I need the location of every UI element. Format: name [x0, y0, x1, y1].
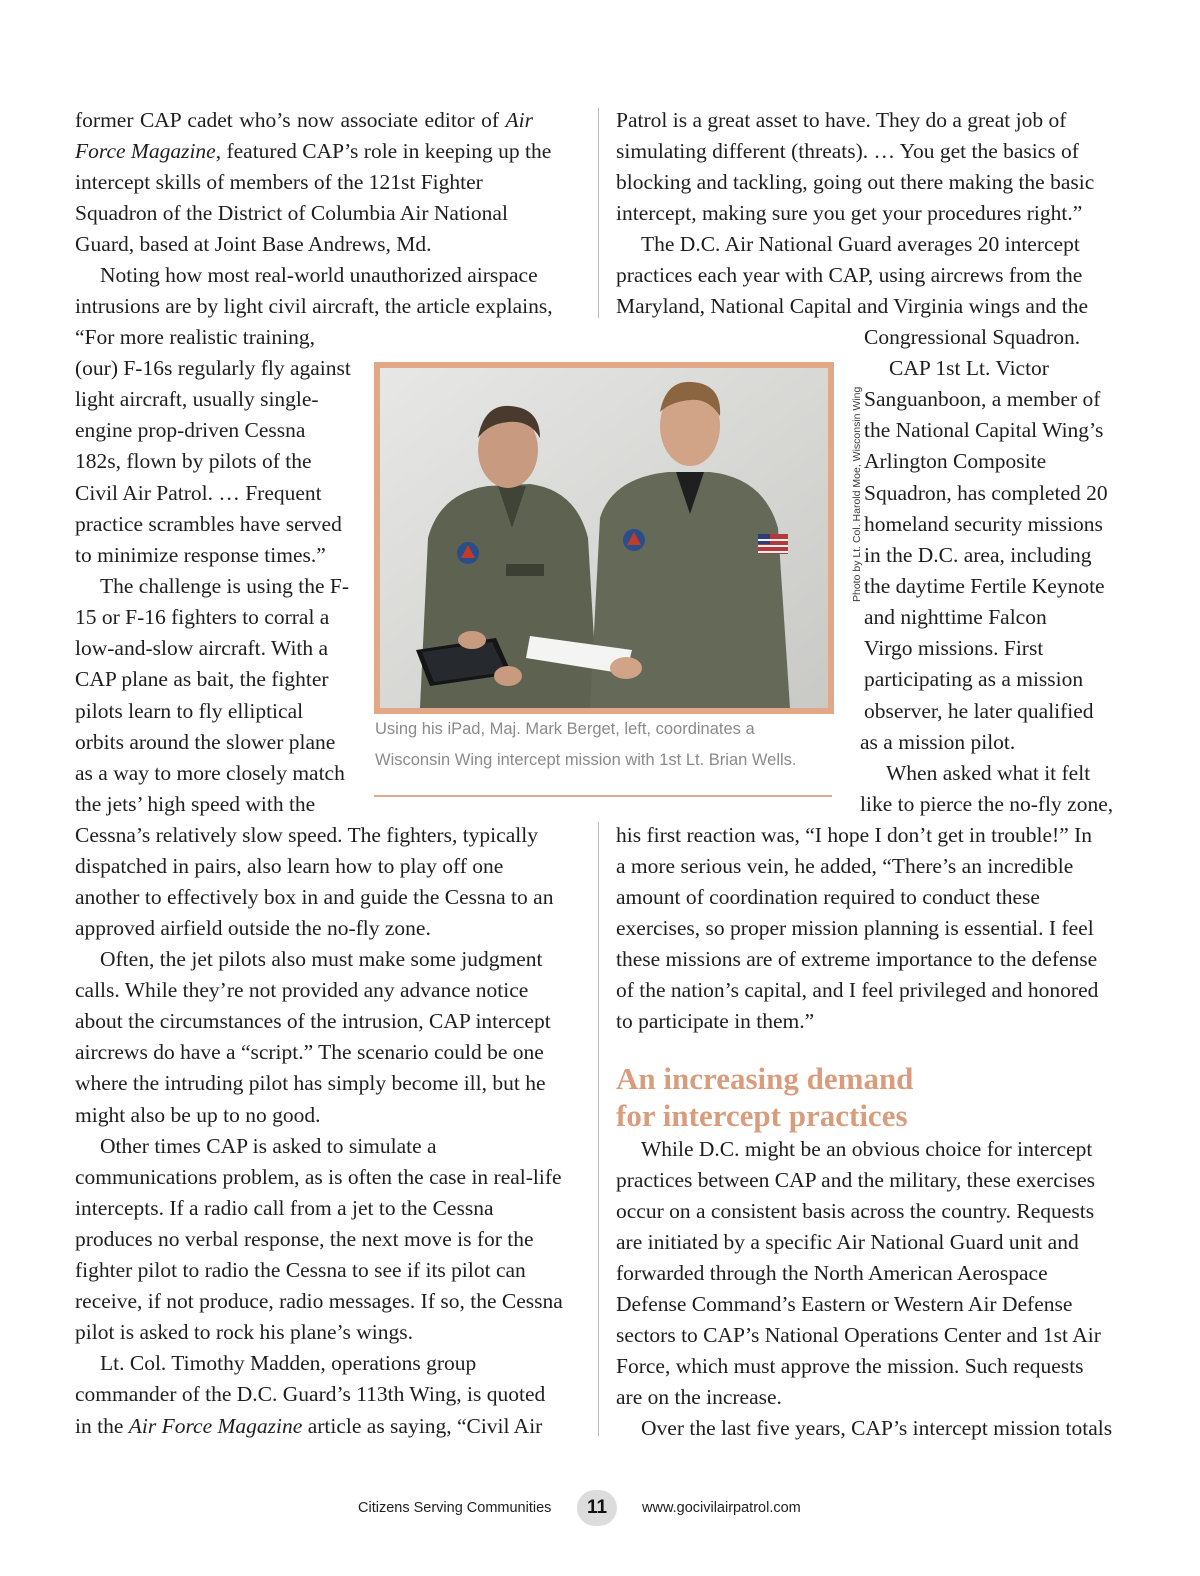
body-line: Maryland, National Capital and Virginia wings and the	[616, 294, 1089, 318]
body-line: to participate in them.”	[616, 1009, 815, 1033]
body-line: occur on a consistent basis across the country. Requests	[616, 1199, 1095, 1223]
body-line: Other times CAP is asked to simulate a	[100, 1134, 437, 1158]
body-line: Civil Air Patrol. … Frequent	[75, 481, 322, 505]
body-line: 182s, flown by pilots of the	[75, 449, 312, 473]
photo-credit: Photo by Lt. Col. Harold Moe, Wisconsin Wing	[851, 386, 863, 602]
body-line: Lt. Col. Timothy Madden, operations group	[100, 1351, 477, 1375]
body-line: orbits around the slower plane	[75, 730, 336, 754]
body-line: the National Capital Wing’s	[864, 418, 1104, 442]
body-line: as a mission pilot.	[860, 730, 1016, 754]
body-line: engine prop-driven Cessna	[75, 418, 306, 442]
body-line: of the nation’s capital, and I feel privileged and honored	[616, 978, 1099, 1002]
body-line: light aircraft, usually single-	[75, 387, 319, 411]
photo-caption-line-1: Using his iPad, Maj. Mark Berget, left, coordinates a	[375, 720, 755, 738]
body-line: Virgo missions. First	[864, 636, 1044, 660]
body-line: Over the last five years, CAP’s intercept mission totals	[641, 1416, 1113, 1440]
body-line: The D.C. Air National Guard averages 20 intercept	[641, 232, 1080, 256]
body-line: simulating different (threats). … You get the basics of	[616, 139, 1079, 163]
body-line: and nighttime Falcon	[864, 605, 1047, 629]
body-line: observer, he later qualified	[864, 699, 1094, 723]
body-line: Squadron, has completed 20	[864, 481, 1108, 505]
body-line: former CAP cadet who’s now associate editor of Air	[75, 108, 533, 132]
body-line: where the intruding pilot has simply become ill, but he	[75, 1071, 546, 1095]
body-line: intercept skills of members of the 121st Fighter	[75, 170, 483, 194]
body-line: might also be up to no good.	[75, 1103, 321, 1127]
body-line: another to effectively box in and guide the Cessna to an	[75, 885, 554, 909]
body-line: sectors to CAP’s National Operations Center and 1st Air	[616, 1323, 1101, 1347]
body-line: Arlington Composite	[864, 449, 1047, 473]
body-line: intercept, making sure you get your procedures right.”	[616, 201, 1083, 225]
body-line: homeland security missions	[864, 512, 1103, 536]
body-line: Sanguanboon, a member of	[864, 387, 1101, 411]
footer-tagline: Citizens Serving Communities	[358, 1500, 552, 1516]
body-line: Congressional Squadron.	[864, 325, 1081, 349]
body-line: calls. While they’re not provided any advance notice	[75, 978, 529, 1002]
body-line: these missions are of extreme importance to the defense	[616, 947, 1098, 971]
body-line: receive, if not produce, radio messages. If so, the Cessna	[75, 1289, 563, 1313]
body-line: low-and-slow aircraft. With a	[75, 636, 329, 660]
footer-website: www.gocivilairpatrol.com	[642, 1500, 801, 1516]
body-line: practice scrambles have served	[75, 512, 342, 536]
body-line: intercepts. If a radio call from a jet to the Cessna	[75, 1196, 494, 1220]
body-line: participating as a mission	[864, 667, 1084, 691]
body-line: (our) F-16s regularly fly against	[75, 356, 351, 380]
body-line: Often, the jet pilots also must make some judgment	[100, 947, 543, 971]
body-line: fighter pilot to radio the Cessna to see if its pilot can	[75, 1258, 526, 1282]
column-divider	[598, 108, 599, 318]
body-line: Defense Command’s Eastern or Western Air Defense	[616, 1292, 1073, 1316]
body-line: produces no verbal response, the next move is for the	[75, 1227, 534, 1251]
body-line: Force Magazine, featured CAP’s role in keeping up the	[75, 139, 552, 163]
body-line: the jets’ high speed with the	[75, 792, 316, 816]
body-line: are on the increase.	[616, 1385, 782, 1409]
body-line: Noting how most real-world unauthorized airspace	[100, 263, 538, 287]
body-line: aircrews do have a “script.” The scenario could be one	[75, 1040, 544, 1064]
body-line: like to pierce the no-fly zone,	[860, 792, 1114, 816]
page-number-badge	[577, 1490, 617, 1526]
body-line: dispatched in pairs, also learn how to play off one	[75, 854, 504, 878]
body-line: practices each year with CAP, using aircrews from the	[616, 263, 1083, 287]
section-heading-line-2: for intercept practices	[616, 1098, 908, 1133]
body-line: Guard, based at Joint Base Andrews, Md.	[75, 232, 432, 256]
body-line: pilots learn to fly elliptical	[75, 699, 304, 723]
body-line: While D.C. might be an obvious choice for intercept	[641, 1137, 1093, 1161]
body-line: the daytime Fertile Keynote	[864, 574, 1105, 598]
body-line: Cessna’s relatively slow speed. The fighters, typically	[75, 823, 538, 847]
body-line: “For more realistic training,	[75, 325, 316, 349]
caption-rule	[374, 795, 832, 797]
body-line: blocking and tackling, going out there making the basic	[616, 170, 1095, 194]
body-line: practices between CAP and the military, these exercises	[616, 1168, 1095, 1192]
body-line: CAP 1st Lt. Victor	[889, 356, 1049, 380]
body-line: exercises, so proper mission planning is essential. I feel	[616, 916, 1094, 940]
section-heading-line-1: An increasing demand	[616, 1061, 914, 1096]
body-line: pilot is asked to rock his plane’s wings.	[75, 1320, 413, 1344]
body-line: intrusions are by light civil aircraft, the article explains,	[75, 294, 553, 318]
body-line: to minimize response times.”	[75, 543, 326, 567]
column-divider-lower	[598, 822, 599, 1436]
body-line: The challenge is using the F-	[100, 574, 349, 598]
body-line: When asked what it felt	[886, 761, 1091, 785]
body-line: CAP plane as bait, the fighter	[75, 667, 329, 691]
body-line: in the Air Force Magazine article as saying, “Civil Air	[75, 1414, 543, 1438]
body-line: communications problem, as is often the case in real-life	[75, 1165, 562, 1189]
body-line: Patrol is a great asset to have. They do a great job of	[616, 108, 1067, 132]
body-line: Squadron of the District of Columbia Air National	[75, 201, 508, 225]
body-line: Force, which must approve the mission. Such requests	[616, 1354, 1084, 1378]
body-line: commander of the D.C. Guard’s 113th Wing, is quoted	[75, 1382, 546, 1406]
body-line: a more serious vein, he added, “There’s an incredible	[616, 854, 1074, 878]
body-line: approved airfield outside the no-fly zone.	[75, 916, 431, 940]
page-number: 11	[586, 1497, 608, 1518]
body-line: amount of coordination required to conduct these	[616, 885, 1040, 909]
body-line: 15 or F-16 fighters to corral a	[75, 605, 330, 629]
photo-frame	[374, 362, 834, 714]
body-line: about the circumstances of the intrusion, CAP intercept	[75, 1009, 551, 1033]
body-line: in the D.C. area, including	[864, 543, 1092, 567]
body-line: are initiated by a specific Air National Guard unit and	[616, 1230, 1079, 1254]
body-line: his first reaction was, “I hope I don’t get in trouble!” In	[616, 823, 1093, 847]
photo-two-airmen-with-ipad	[380, 368, 828, 708]
body-line: forwarded through the North American Aerospace	[616, 1261, 1048, 1285]
body-line: as a way to more closely match	[75, 761, 345, 785]
photo-caption-line-2: Wisconsin Wing intercept mission with 1st Lt. Brian Wells.	[375, 751, 797, 769]
